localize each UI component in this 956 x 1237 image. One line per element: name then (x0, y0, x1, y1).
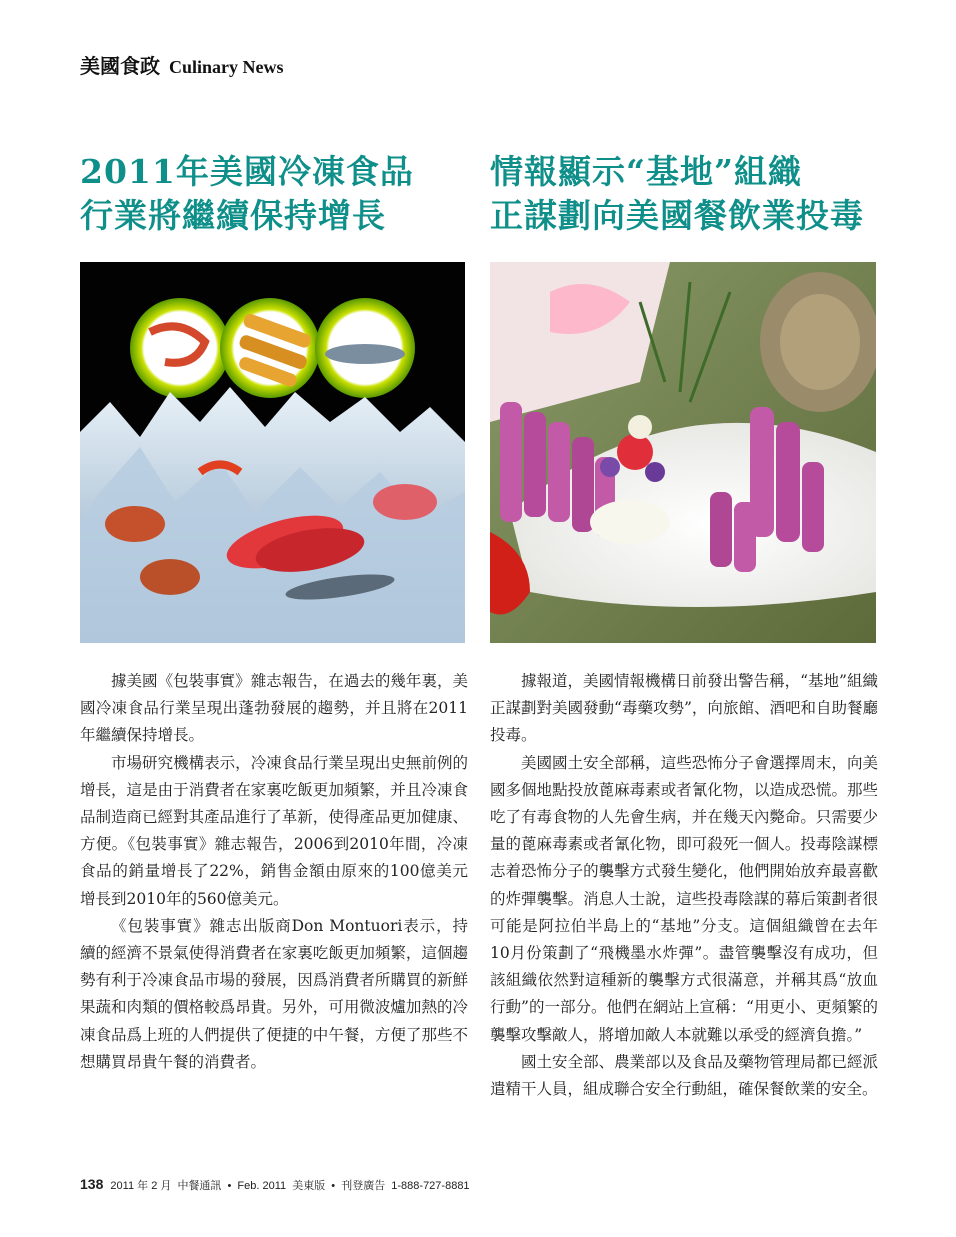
article-paragraph: 據美國《包裝事實》雜志報告，在過去的幾年裏，美國冷凍食品行業呈現出蓬勃發展的趨勢，并且將在2011年繼續保持增長。 (80, 672, 468, 745)
left-article-body (80, 668, 468, 1076)
footer-date: 2011 年 2 月 (110, 1180, 172, 1192)
headline-line: 2011年美國冷凍食品 (80, 152, 414, 191)
headline-line: 正謀劃向美國餐飲業投毒 (490, 196, 864, 235)
article-paragraph: 美國國土安全部稱，這些恐怖分子會選擇周末，向美國多個地點投放蓖麻毒素或者氰化物，以造成恐慌。那些吃了有毒食物的人先會生病，并在幾天內斃命。只需要少量的蓖麻毒素或者氰化物，即可殺死一個人。投毒陰謀標志着恐怖分子的襲擊方式發生變化，他們開始放弃最喜歡的炸彈襲擊。消息人士說，這些投毒陰謀的幕后策劃者很可能是阿拉伯半島上的“基地”分支。這個組織曾在去年10月份策劃了“飛機墨水炸彈”。盡管襲擊沒有成功，但該組織依然對這種新的襲擊方式很滿意，并稱其爲“放血行動”的一部分。他們在網站上宣稱：“用更小、更頻繁的襲擊攻擊敵人，將增加敵人本就難以承受的經濟負擔。” (490, 753, 878, 1044)
page-number: 138 (80, 1176, 104, 1192)
right-article-body (490, 668, 878, 1103)
dessert-plate-photo (490, 262, 876, 643)
footer-separator: • (331, 1180, 336, 1192)
section-title-en: Culinary News (168, 57, 284, 77)
section-header (80, 50, 283, 79)
article-paragraph: 據報道，美國情報機構日前發出警告稱，“基地”組織正謀劃對美國發動“毒藥攻勢”，向旅館、酒吧和自助餐廳投毒。 (490, 672, 878, 745)
page-footer (80, 1176, 473, 1193)
footer-issue: Feb. 2011 (237, 1180, 287, 1192)
headline-line: 情報顯示“基地”組織 (490, 152, 802, 191)
footer-ad: 刊登廣告 (341, 1180, 386, 1192)
footer-publication: 中餐通訊 (177, 1180, 222, 1192)
article-paragraph: 國土安全部、農業部以及食品及藥物管理局都已經派遣精干人員，組成聯合安全行動組，確保餐飲業的安全。 (490, 1052, 878, 1099)
article-paragraph: 《包裝事實》雜志出版商Don Montuori表示，持續的經濟不景氣使得消費者在家裏吃飯更加頻繁，這個趨勢有利于冷凍食品市場的發展，因爲消費者所購買的新鮮果蔬和肉類的價格較爲昂貴。另外，可用微波爐加熱的冷凍食品爲上班的人們提供了便捷的中午餐，方便了那些不想購買昂貴午餐的消費者。 (80, 916, 468, 1071)
right-headline (490, 150, 880, 238)
footer-edition: 美東版 (292, 1180, 326, 1192)
footer-phone: 1-888-727-8881 (391, 1180, 470, 1192)
article-paragraph: 市場研究機構表示，冷凍食品行業呈現出史無前例的增長，這是由于消費者在家裏吃飯更加頻繁，并且冷凍食品制造商已經對其產品進行了革新，使得產品更加健康、方便。《包裝事實》雜志報告，2006到2010年間，冷凍食品的銷量增長了22%，銷售金額由原來的100億美元增長到2010年的560億美元。 (80, 753, 468, 908)
footer-separator: • (227, 1180, 232, 1192)
headline-line: 行業將繼續保持增長 (80, 196, 386, 235)
section-title-cn: 美國食政 (80, 54, 160, 78)
left-headline (80, 150, 470, 238)
frozen-seafood-photo (80, 262, 465, 643)
